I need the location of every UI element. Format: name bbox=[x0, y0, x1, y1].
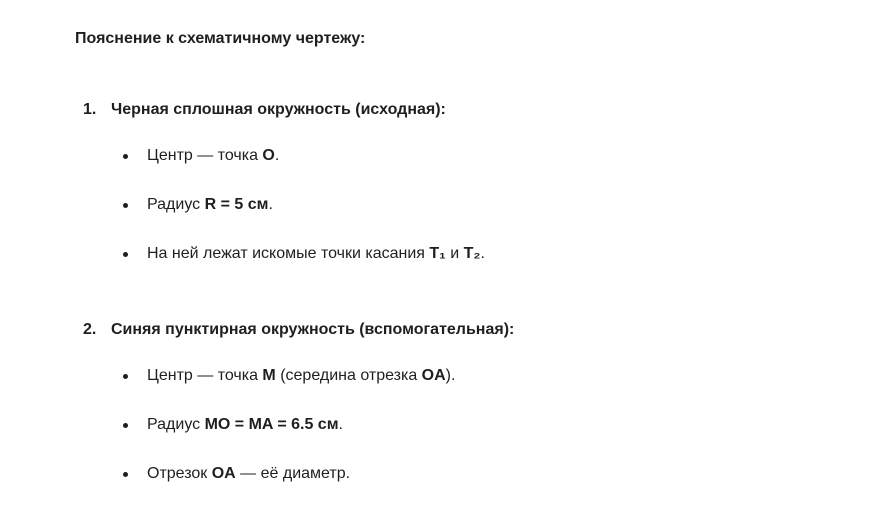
bullet-dot-icon bbox=[123, 423, 128, 428]
bullet-dot-icon bbox=[123, 472, 128, 477]
bullet-text: Центр — точка O. bbox=[147, 147, 280, 164]
list-item-1-label: Черная сплошная окружность (исходная): bbox=[111, 101, 446, 118]
bullet-dot-icon bbox=[123, 154, 128, 159]
list-item-2-label: Синяя пунктирная окружность (вспомогательная): bbox=[111, 321, 515, 338]
list-item-1-number: 1. bbox=[83, 101, 97, 118]
document-heading: Пояснение к схематичному чертежу: bbox=[75, 30, 366, 47]
bullet-dot-icon bbox=[123, 374, 128, 379]
bullet-text: Отрезок OA — её диаметр. bbox=[147, 465, 351, 482]
bullet-text: Радиус MO = MA = 6.5 см. bbox=[147, 416, 343, 433]
bullet-item bbox=[147, 367, 455, 385]
bullet-item bbox=[147, 147, 279, 165]
list-item-2-title bbox=[83, 321, 514, 339]
bullet-item bbox=[147, 465, 350, 483]
bullet-text: Центр — точка M (середина отрезка OA). bbox=[147, 367, 456, 384]
bullet-dot-icon bbox=[123, 203, 128, 208]
bullet-text: Радиус R = 5 см. bbox=[147, 196, 273, 213]
bullet-item bbox=[147, 416, 343, 434]
bullet-text: На ней лежат искомые точки касания T₁ и T₂. bbox=[147, 245, 485, 262]
bullet-item bbox=[147, 196, 273, 214]
bullet-dot-icon bbox=[123, 252, 128, 257]
bullet-item bbox=[147, 245, 485, 263]
list-item-1-title bbox=[83, 101, 446, 119]
list-item-2-number: 2. bbox=[83, 321, 97, 338]
